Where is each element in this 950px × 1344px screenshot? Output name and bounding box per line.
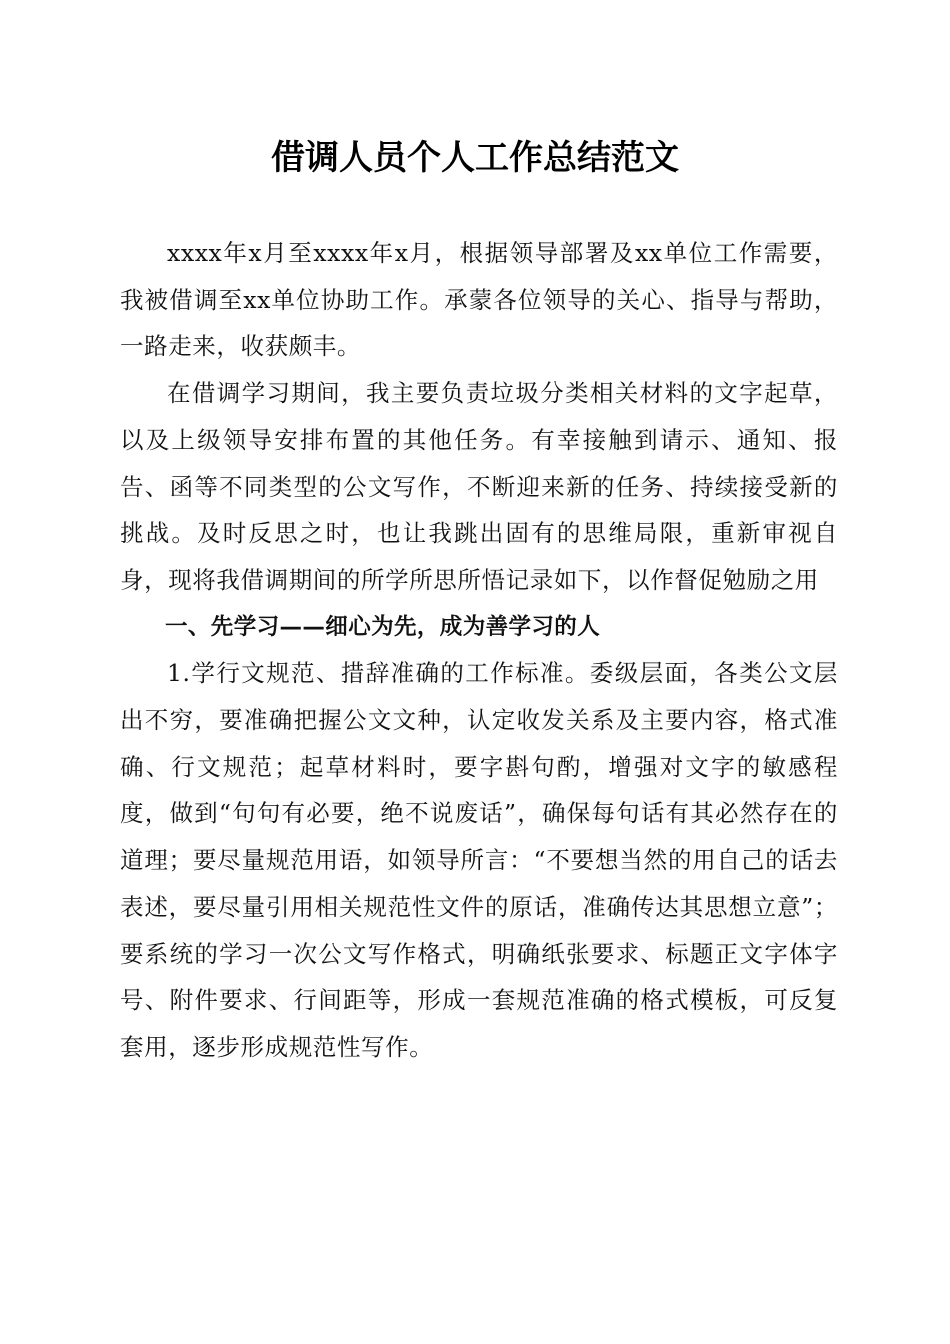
document-title: 借调人员个人工作总结范文 bbox=[271, 138, 679, 178]
document-body bbox=[120, 230, 838, 1071]
section-paragraph: 1.学行文规范、措辞准确的工作标准。委级层面，各类公文层出不穷，要准确把握公文文种，认定收发关系及主要内容，格式准确、行文规范；起草材料时，要字斟句酌，增强对文字的敏感程度，做到“句句有必要，绝不说废话”，确保每句话有其必然存在的道理；要尽量规范用语，如领导所言：“不要想当然的用自己的话去表述，要尽量引用相关规范性文件的原话，准确传达其思想立意”；要系统的学习一次公文写作格式，明确纸张要求、标题正文字体字号、附件要求、行间距等，形成一套规范准确的格式模板，可反复套用，逐步形成规范性写作。 bbox=[120, 659, 838, 1061]
section-heading: 一、先学习——细心为先，成为善学习的人 bbox=[165, 613, 601, 640]
duties-paragraph: 在借调学习期间，我主要负责垃圾分类相关材料的文字起草，以及上级领导安排布置的其他任务。有幸接触到请示、通知、报告、函等不同类型的公文写作，不断迎来新的任务、持续接受新的挑战。及时反思之时，也让我跳出固有的思维局限，重新审视自身，现将我借调期间的所学所思所悟记录如下，以作督促勉励之用 bbox=[120, 379, 838, 594]
intro-paragraph: xxxx年x月至xxxx年x月，根据领导部署及xx单位工作需要，我被借调至xx单位协助工作。承蒙各位领导的关心、指导与帮助，一路走来，收获颇丰。 bbox=[120, 239, 838, 361]
